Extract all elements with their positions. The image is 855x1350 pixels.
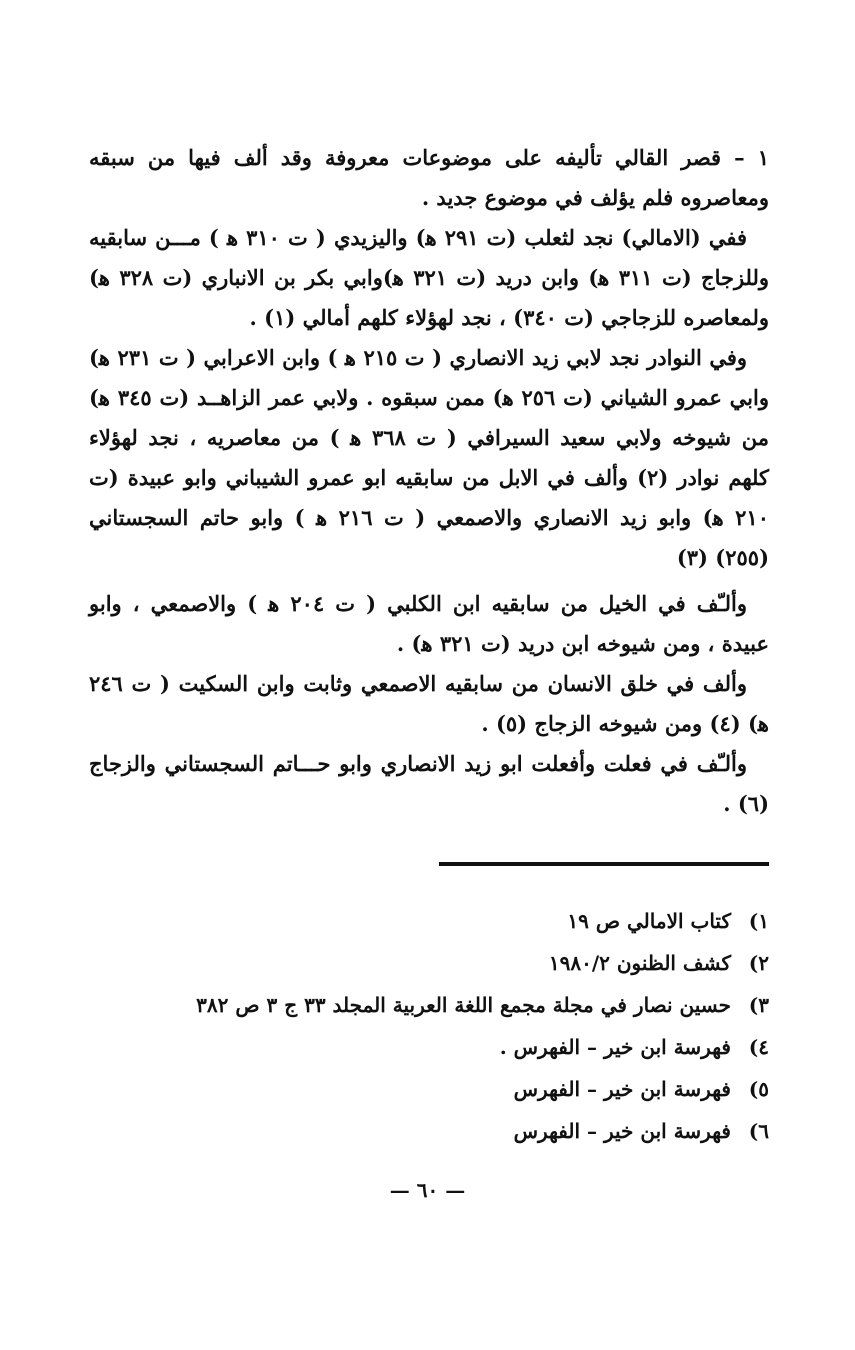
- footnotes: [69, 900, 769, 1152]
- footnote-3: [69, 984, 769, 1026]
- paragraph-6: وألـّف في فعلت وأفعلت ابو زيد الانصاري وابو حـــاتم السجستاني والزجاج (٦) .: [89, 751, 769, 816]
- paragraph-4: وألـّف في الخيل من سابقيه ابن الكلبي ( ت ٢٠٤ ﻫ ) والاصمعي ، وابو عبيدة ، ومن شيوخه ابن دريد (ت ٣٢١ ﻫ) .: [89, 591, 769, 656]
- footnote-1: [69, 900, 769, 942]
- paragraph-5: وألف في خلق الانسان من سابقيه الاصمعي وثابت وابن السكيت ( ت ٢٤٦ ﻫ) (٤) ومن شيوخه الزجاج (٥) .: [89, 671, 769, 736]
- footnote-2: [69, 942, 769, 984]
- paragraph-2: ففي (الامالي) نجد لثعلب (ت ٢٩١ ﻫ) واليزيدي ( ت ٣١٠ ﻫ ) مـــن سابقيه وللزجاج (ت ٣١١ ﻫ) وابن دريد (ت ٣٢١ ﻫ)وابي بكر بن الانباري (ت ٣٢٨ ﻫ) ولمعاصره للزجاجي (ت ٣٤٠) ، نجد لهؤلاء كلهم أمالي (١) .: [89, 225, 770, 330]
- footnote-text: كشف الظنون ١٩٨٠/٢: [548, 951, 731, 975]
- footnote-number: ٢): [748, 951, 769, 975]
- paragraph-1: ١ – قصر القالي تأليفه على موضوعات معروفة وقد ألف فيها من سبقه ومعاصروه فلم يؤلف في موضوع جديد .: [89, 145, 769, 210]
- footnote-text: حسين نصار في مجلة مجمع اللغة العربية المجلد ٣٣ ج ٣ ص ٣٨٢: [196, 993, 731, 1017]
- footnote-number: ٦): [748, 1119, 769, 1143]
- footnote-5: [69, 1068, 769, 1110]
- main-text: [89, 138, 769, 824]
- paragraph-3: وفي النوادر نجد لابي زيد الانصاري ( ت ٢١٥ ﻫ ) وابن الاعرابي ( ت ٢٣١ ﻫ) وابي عمرو الشياني (ت ٢٥٦ ﻫ) ممن سبقوه . ولابي عمر الزاهــد (ت ٣٤٥ ﻫ) من شيوخه ولابي سعيد السيرافي ( ت ٣٦٨ ﻫ ) من معاصريه ، نجد لهؤلاء كلهم نوادر (٢) وألف في الابل من سابقيه ابو عمرو الشيباني وابو عبيدة (ت ٢١٠ ﻫ) وابو زيد الانصاري والاصمعي ( ت ٢١٦ ﻫ ) وابو حاتم السجستاني (٢٥٥) (٣): [89, 345, 769, 570]
- footnote-6: [69, 1110, 769, 1152]
- footnote-separator: [439, 862, 769, 866]
- footnote-number: ٤): [748, 1035, 769, 1059]
- footnote-text: فهرسة ابن خير – الفهرس: [513, 1077, 731, 1101]
- footnote-number: ١): [748, 909, 769, 933]
- footnote-text: فهرسة ابن خير – الفهرس .: [499, 1035, 731, 1059]
- footnote-number: ٥): [748, 1077, 769, 1101]
- footnote-text: كتاب الامالي ص ١٩: [567, 909, 731, 933]
- footnote-text: فهرسة ابن خير – الفهرس: [513, 1119, 731, 1143]
- page-number: — ٦٠ —: [389, 1178, 466, 1202]
- footnote-number: ٣): [748, 993, 769, 1017]
- footnote-4: [69, 1026, 769, 1068]
